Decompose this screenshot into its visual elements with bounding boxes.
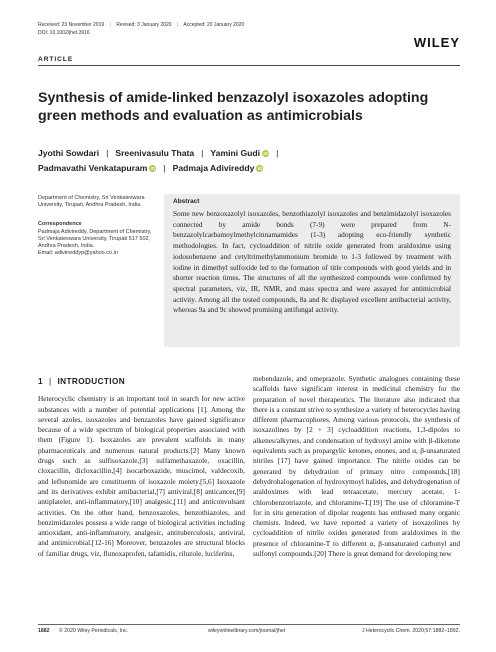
abstract-text: Some new benzoxazolyl isoxazoles, benzothiazolyl isoxazoles and benzimidazolyl isoxazoles connected by amide bonds (7-9) were prepared from N-benzazolylcarbamoylmethylcinnamamides (1-3) adopting eco-friendly synthetic methodologies. In fact, cycloaddition of nitrile oxide generated from araldoxime using iodosobenzene and cetyltrimethylammonium bromide to 1-3 followed by treatment with iodine in dimethyl sulfoxide led to the formation of title compounds with good yields and in shorter reaction times. The structures of all the synthesized compounds were confirmed by spectral parameters, viz, IR, NMR, and mass spectra and were assayed for antimicrobial activity. Among all the tested compounds, 8a and 8c displayed excellent antibacterial activity, whereas 9a and 9c showed promising antifungal activity. [173,209,451,315]
orcid-icon[interactable]: iD [263,151,268,156]
section-heading: 1 | INTRODUCTION [38,377,126,386]
doi[interactable]: DOI: 10.1002/jhet.3916 [38,30,90,36]
intro-paragraph-right: mebendazole, and omeprazole. Synthetic analogues containing these scaffolds have significant interest in medicinal chemistry for the preparation of novel therapeutics. The literature also indicated that there is a constant strive to synthesize a variety of heterocycles having different pharmacophores. Among various protocols, the synthesis of isoxazolines by [2 + 3] cycloaddition reactions, 1,3-dipoles to alkenes/alkynes, and condensation of hydroxyl amine with β-diketone equivalents such as propargylic ketones, enones, and α, β-unsaturated nitriles [17] have gained importance. The nitrile oxides can be generated by dehydration of primary nitro compounds,[18] dehydrohalogenation of hydroxymoyl halides, and dehydrogenation of araldoximes with lead tetraacetate, mercury acetate, 1-chlorobenzotriazole, and chloramine-T.[19] The use of chloramine-T for in situ generation of dipolar reagents has enthused many organic chemists. Indeed, we have reported a variety of isoxazolines by cycloaddition of nitrile oxides generated from araldoximes in the presence of chloramine-T to different α, β-unsaturated carbonyl and sulfonyl compounds.[20] There is great demand for developing new [253,374,460,559]
article-dates: Received: 23 November 2019 | Revised: 3 January 2020 | Accepted: 20 January 2020 [38,22,245,28]
author-name: Yamini Gudi [210,148,261,158]
received-date: Received: 23 November 2019 [38,22,105,28]
orcid-icon[interactable]: iD [257,166,263,171]
page-number: 1882 [38,628,50,634]
accepted-date: Accepted: 20 January 2020 [183,22,245,28]
publisher-logo: WILEY [413,35,460,50]
author-name: Sreenivasulu Thata [115,148,195,158]
author-name: Jyothi Sowdari [38,148,100,158]
orcid-icon[interactable]: iD [150,166,156,171]
article-header [38,22,460,36]
intro-paragraph-left: Heterocyclic chemistry is an important tool in search for new active substances with a number of potential applications [1]. Among the several azoles, isoxazoles and benzazoles have gained significance because of a wide spectrum of biological properties associated with them (Figure 1). Isoxazoles are prevalent scaffolds in many pharmaceuticals and numerous natural products.[2] Many known drugs such as sulfisoxazole,[3] sulfamethaxazole, oxacillin, cloxacillin, dicloxacillin,[4] isocarboxazide, muscimol, valdecoxib, and leflunomide are constituents of isoxazole moiety.[5,6] Isoxazole and its derivatives exhibit antibacterial,[7] antiviral,[8] anticancer,[9] antiplatelet, anti-inflammatory,[10] analgesic,[11] and anticonvulsant activities. On the other hand, benzoxazoles, benzothiazoles, and benzimidazoles possess a wide range of biological activities including antioxidant, anti-inflammatory, analgesic, antituberculosis, antiviral, and antimicrobial.[12-16] Moreover, benzazoles are structural blocks of familiar drugs, viz, flunoxaprofen, tafamidis, riluzole, luciferins, [38,394,245,558]
footer-divider [38,624,460,625]
journal-url[interactable]: wileyonlinelibrary.com/journal/jhet [208,628,286,634]
author-name: Padmavathi Venkatapuram [38,163,148,173]
page-footer [38,628,460,634]
abstract-box [164,194,460,347]
body-column-right [253,374,460,559]
revised-date: Revised: 3 January 2020 [116,22,172,28]
article-type: ARTICLE [38,56,74,63]
header-divider [38,65,460,66]
abstract-heading: Abstract [173,198,200,205]
correspondence-email[interactable]: Email: adiviireddyp@yahoo.co.in [38,250,118,257]
author-list [38,146,458,176]
paper-title: Synthesis of amide-linked benzazolyl isoxazoles adopting green methods and evaluation as antimicrobials [38,90,429,124]
author-name: Padmaja Adivireddy [172,163,255,173]
journal-citation: J Heterocyclic Chem. 2020;57:1882–1892. [361,628,460,634]
affiliation-text: Department of Chemistry, Sri Venkateswara University, Tirupati, Andhra Pradesh, India [38,195,145,209]
affiliation-block [38,195,158,257]
author-line-1: Jyothi Sowdari | Sreenivasulu Thata | Yamini Gudi iD | [38,148,279,158]
body-column-left [38,377,245,559]
correspondence-heading: Correspondence [38,221,82,228]
author-line-2: Padmavathi Venkatapuram iD | Padmaja Adivireddy iD [38,163,263,173]
correspondence-text: Padmaja Adivireddy, Department of Chemistry, Sri Venkateswara University, Tirupati 517 502, Andhra Pradesh, India. [38,228,152,250]
copyright: © 2020 Wiley Periodicals, Inc. [59,628,128,634]
